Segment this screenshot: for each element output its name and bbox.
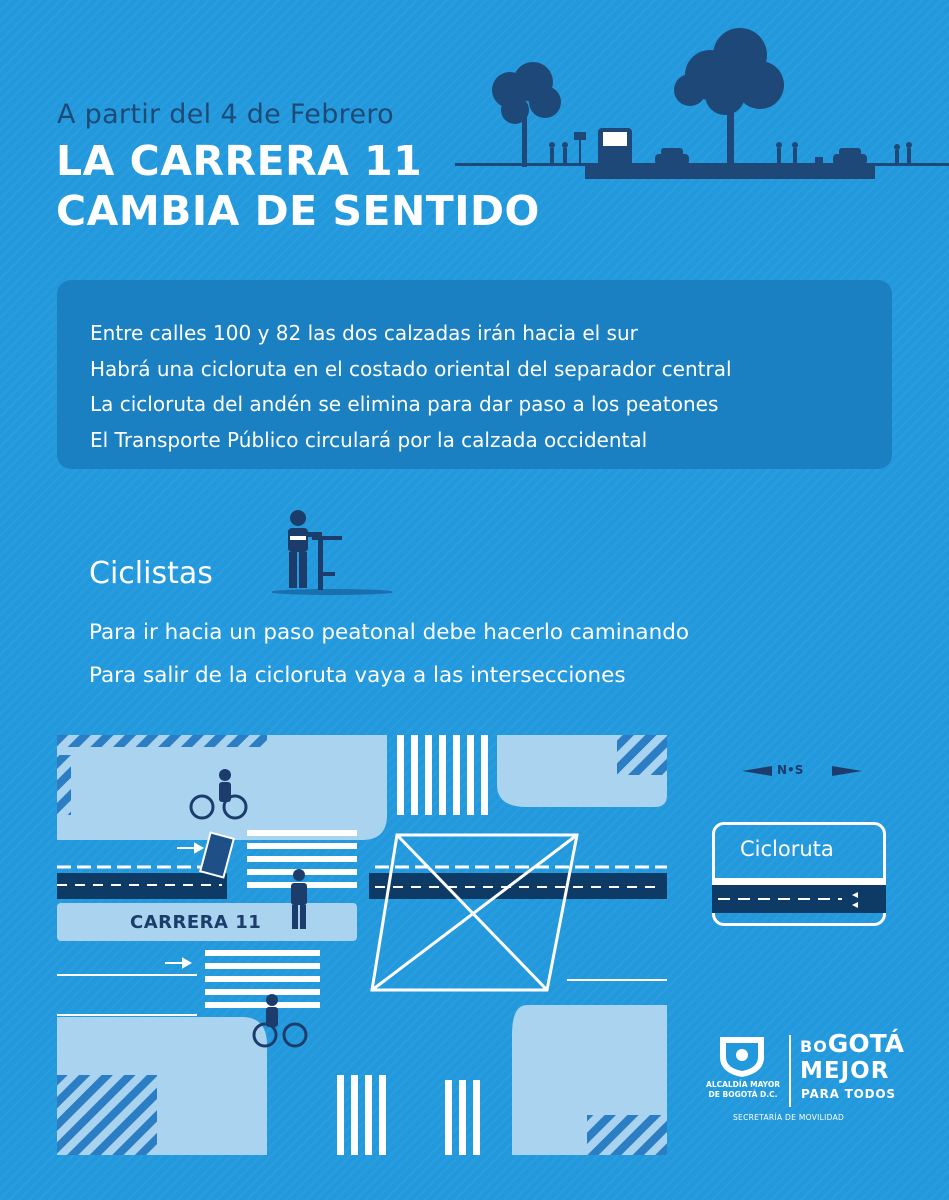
legend-title: Cicloruta xyxy=(740,837,834,861)
para-todos-logo-text: PARA TODOS xyxy=(801,1087,896,1101)
mejor-logo-text: MEJOR xyxy=(800,1058,890,1084)
ciclistas-rule: Para salir de la cicloruta vaya a las intersecciones xyxy=(89,663,626,688)
info-item: Entre calles 100 y 82 las dos calzadas irán hacia el sur xyxy=(90,321,638,345)
info-box xyxy=(57,280,892,469)
bogota-logo xyxy=(800,1029,905,1059)
logo-divider xyxy=(789,1035,791,1107)
street-label: CARRERA 11 xyxy=(130,912,262,933)
info-list xyxy=(57,280,892,458)
page-title-line2: CAMBIA DE SENTIDO xyxy=(56,187,540,235)
info-item: Habrá una cicloruta en el costado oriental del separador central xyxy=(90,356,732,381)
bike-lane-legend-icon xyxy=(712,870,886,918)
secretaria-label: SECRETARÍA DE MOVILIDAD xyxy=(733,1113,845,1122)
cyclist-walking-bike-icon xyxy=(272,508,392,600)
bogota-logo-bo: BO xyxy=(800,1037,828,1056)
page-title-line1: LA CARRERA 11 xyxy=(56,137,423,185)
bogota-coat-of-arms-logo xyxy=(712,1033,772,1078)
compass-label: N•S xyxy=(777,763,804,777)
street-scene-illustration xyxy=(455,20,949,190)
date-subtitle: A partir del 4 de Febrero xyxy=(57,99,394,130)
info-item: El Transporte Público circulará por la calzada occidental xyxy=(90,427,648,452)
intersection-map xyxy=(57,735,667,1155)
alcaldia-logo-text: DE BOGOTÁ D.C. xyxy=(708,1090,778,1099)
info-item: La cicloruta del andén se elimina para dar paso a los peatones xyxy=(90,392,719,416)
ciclistas-heading: Ciclistas xyxy=(89,556,213,591)
ciclistas-rule: Para ir hacia un paso peatonal debe hacerlo caminando xyxy=(89,620,689,645)
alcaldia-logo-text: ALCALDÍA MAYOR xyxy=(706,1080,780,1089)
bogota-logo-gota: GOTÁ xyxy=(827,1029,905,1058)
